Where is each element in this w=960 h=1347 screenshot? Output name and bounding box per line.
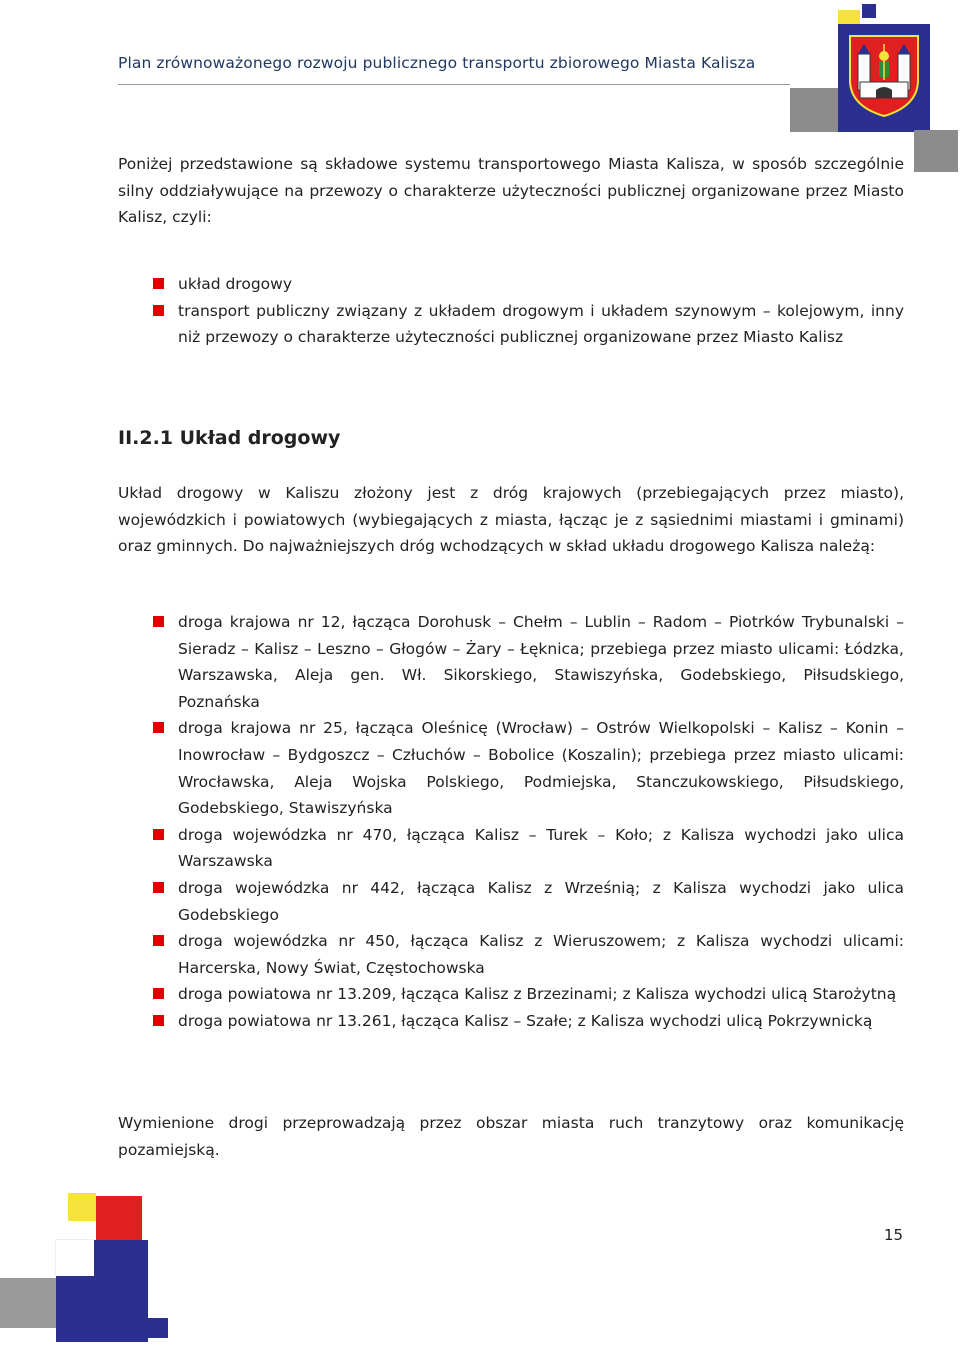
list-item xyxy=(118,609,904,715)
bullet-square-icon xyxy=(153,1015,164,1026)
roads-bullet-list xyxy=(118,609,904,1035)
deco-gray-block-bottom xyxy=(0,1278,56,1328)
deco-yellow-square-bottom xyxy=(68,1193,96,1221)
bullet-square-icon xyxy=(153,988,164,999)
list-item xyxy=(118,271,904,298)
list-item-text: droga krajowa nr 12, łącząca Dorohusk – Chełm – Lublin – Radom – Piotrków Trybunalski – Sieradz – Kalisz – Leszno – Głogów – Żary – Łęknica; przebiega przez miasto ulicami: Łódzka, Warszawska, Aleja gen. Wł. Sikorskiego, Stawiszyńska, Godebskiego, Piłsudskiego, Poznańska xyxy=(178,613,904,711)
bullet-square-icon xyxy=(153,305,164,316)
deco-blue-small-bottom xyxy=(148,1318,168,1338)
list-item xyxy=(118,822,904,875)
deco-red-block-bottom xyxy=(96,1196,142,1240)
bullet-square-icon xyxy=(153,935,164,946)
deco-white-square-right xyxy=(930,110,948,128)
intro-bullet-list xyxy=(118,271,904,351)
page-number: 15 xyxy=(884,1226,904,1244)
deco-gray-square-right xyxy=(914,130,958,172)
coat-of-arms-icon xyxy=(846,32,922,118)
intro-paragraph: Poniżej przedstawione są składowe systemu transportowego Miasta Kalisza, w sposób szczególnie silny oddziaływujące na przewozy o charakterze użyteczności publicznej organizowane przez Miasto Kalisz, czyli: xyxy=(118,155,904,227)
list-item-text: transport publiczny związany z układem drogowym i układem szynowym – kolejowym, inny niż przewozy o charakterze użyteczności publicznej organizowane przez Miasto Kalisz xyxy=(178,301,904,347)
deco-blue-square-top xyxy=(862,4,876,18)
list-item xyxy=(118,715,904,821)
list-item-text: droga wojewódzka nr 450, łącząca Kalisz z Wieruszowem; z Kalisza wychodzi ulicami: Harcerska, Nowy Świat, Częstochowska xyxy=(178,932,904,977)
bullet-square-icon xyxy=(153,722,164,733)
deco-white-inset-bottom xyxy=(56,1240,94,1276)
list-item-text: droga wojewódzka nr 442, łącząca Kalisz z Wrześnią; z Kalisza wychodzi jako ulica Godebskiego xyxy=(178,878,904,924)
list-item xyxy=(118,928,904,981)
list-item xyxy=(118,981,904,1008)
closing-paragraph: Wymienione drogi przeprowadzają przez obszar miasta ruch tranzytowy oraz komunikację pozamiejską. xyxy=(118,1114,904,1159)
list-item-text: układ drogowy xyxy=(178,275,292,293)
list-item-text: droga powiatowa nr 13.209, łącząca Kalisz z Brzezinami; z Kalisza wychodzi ulicą Starożytną xyxy=(178,985,897,1004)
list-item-text: droga powiatowa nr 13.261, łącząca Kalisz – Szałe; z Kalisza wychodzi ulicą Pokrzywnicką xyxy=(178,1011,873,1030)
bullet-square-icon xyxy=(153,616,164,627)
header-divider xyxy=(118,84,790,85)
list-item xyxy=(118,875,904,928)
list-item-text: droga wojewódzka nr 470, łącząca Kalisz – Turek – Koło; z Kalisza wychodzi jako ulica Warszawska xyxy=(178,825,904,871)
bullet-square-icon xyxy=(153,829,164,840)
bullet-square-icon xyxy=(153,882,164,893)
list-item xyxy=(118,1008,904,1035)
list-item-text: droga krajowa nr 25, łącząca Oleśnicę (Wrocław) – Ostrów Wielkopolski – Kalisz – Konin – Inowrocław – Bydgoszcz – Człuchów – Bobolice (Koszalin); przebiega przez miasto ulicami: Wrocławska, Aleja Wojska Polskiego, Podmiejska, Stanczukowskiego, Piłsudskiego, Godebskiego, Stawiszyńska xyxy=(178,719,904,818)
list-item xyxy=(118,298,904,351)
header-title: Plan zrównoważonego rozwoju publicznego transportu zbiorowego Miasta Kalisza xyxy=(118,54,756,72)
bullet-square-icon xyxy=(153,278,164,289)
section-paragraph: Układ drogowy w Kaliszu złożony jest z dróg krajowych (przebiegających przez miasto), wojewódzkich i powiatowych (wybiegających z miasta, łącząc je z sąsiednimi miastami i gminami) oraz gminnych. Do najważniejszych dróg wchodzących w skład układu drogowego Kalisza należą: xyxy=(118,484,904,556)
section-heading: II.2.1 Układ drogowy xyxy=(118,427,341,449)
